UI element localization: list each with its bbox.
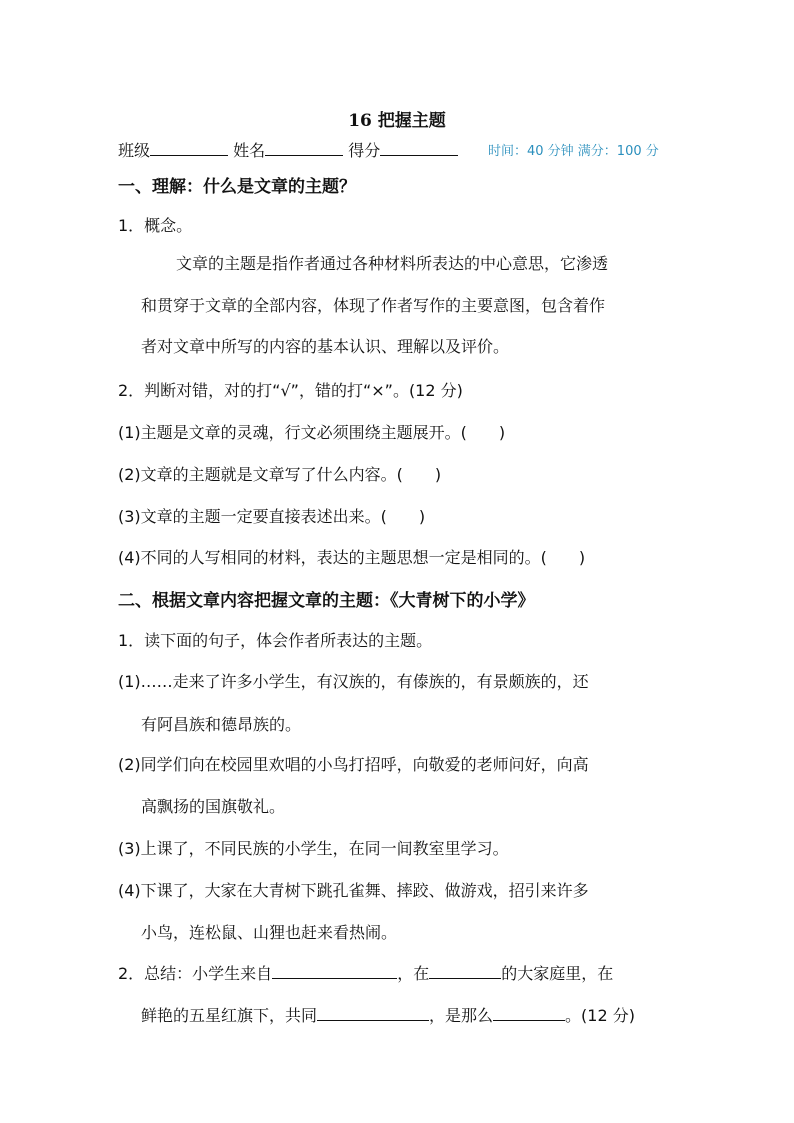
name-blank[interactable]	[265, 141, 343, 156]
answer-blank[interactable]	[493, 1004, 565, 1021]
summary-text: 。(12 分)	[565, 1006, 635, 1025]
sentence-2-line-2: 高飘扬的国旗敬礼。	[141, 797, 286, 816]
judge-item[interactable]: (1)主题是文章的灵魂，行文必须围绕主题展开。( )	[118, 423, 506, 442]
score-blank[interactable]	[380, 141, 458, 156]
concept-line-3: 者对文章中所写的内容的基本认识、理解以及评价。	[141, 337, 510, 356]
answer-blank[interactable]	[429, 962, 501, 979]
sentence-4-line-1: (4)下课了，大家在大青树下跳孔雀舞、摔跤、做游戏，招引来许多	[118, 881, 589, 900]
summary-text: ，在	[397, 964, 430, 983]
section1-heading: 一、理解：什么是文章的主题？	[118, 177, 356, 197]
answer-blank[interactable]	[317, 1004, 429, 1021]
summary-text: ，是那么	[429, 1006, 494, 1025]
judge-question-label: 2．判断对错，对的打“√”，错的打“×”。(12 分)	[118, 381, 463, 400]
judge-item[interactable]: (3)文章的主题一定要直接表述出来。( )	[118, 507, 426, 526]
name-label: 姓名	[233, 141, 266, 160]
sentence-1-line-1: (1)……走来了许多小学生，有汉族的，有傣族的，有景颇族的，还	[118, 672, 589, 691]
class-label: 班级	[118, 141, 151, 160]
summary-text: 鲜艳的五星红旗下，共同	[141, 1006, 318, 1025]
score-label: 得分	[348, 141, 381, 160]
summary-text: 2．总结：小学生来自	[118, 964, 273, 983]
time-score-note: 时间：40 分钟 满分：100 分	[488, 144, 659, 159]
summary-text: 的大家庭里，在	[501, 964, 614, 983]
answer-blank[interactable]	[272, 962, 397, 979]
concept-line-2: 和贯穿于文章的全部内容，体现了作者写作的主要意图，包含着作	[141, 296, 606, 315]
student-info-row	[118, 138, 458, 161]
sentence-2-line-1: (2)同学们向在校园里欢唱的小鸟打招呼，向敬爱的老师问好，向高	[118, 755, 589, 774]
summary-line-2	[141, 1003, 635, 1026]
sentence-3: (3)上课了，不同民族的小学生，在同一间教室里学习。	[118, 839, 509, 858]
judge-item[interactable]: (4)不同的人写相同的材料，表达的主题思想一定是相同的。( )	[118, 548, 586, 567]
sentence-4-line-2: 小鸟，连松鼠、山狸也赶来看热闹。	[141, 923, 398, 942]
judge-item[interactable]: (2)文章的主题就是文章写了什么内容。( )	[118, 465, 442, 484]
section2-heading: 二、根据文章内容把握文章的主题：《大青树下的小学》	[118, 591, 535, 611]
read-question-label: 1．读下面的句子，体会作者所表达的主题。	[118, 631, 433, 650]
sentence-1-line-2: 有阿昌族和德昂族的。	[141, 715, 302, 734]
summary-line-1	[118, 961, 613, 984]
page-title: 16 把握主题	[348, 111, 446, 131]
concept-line-1: 文章的主题是指作者通过各种材料所表达的中心意思，它渗透	[176, 254, 609, 273]
concept-label: 1．概念。	[118, 216, 193, 235]
class-blank[interactable]	[150, 141, 228, 156]
